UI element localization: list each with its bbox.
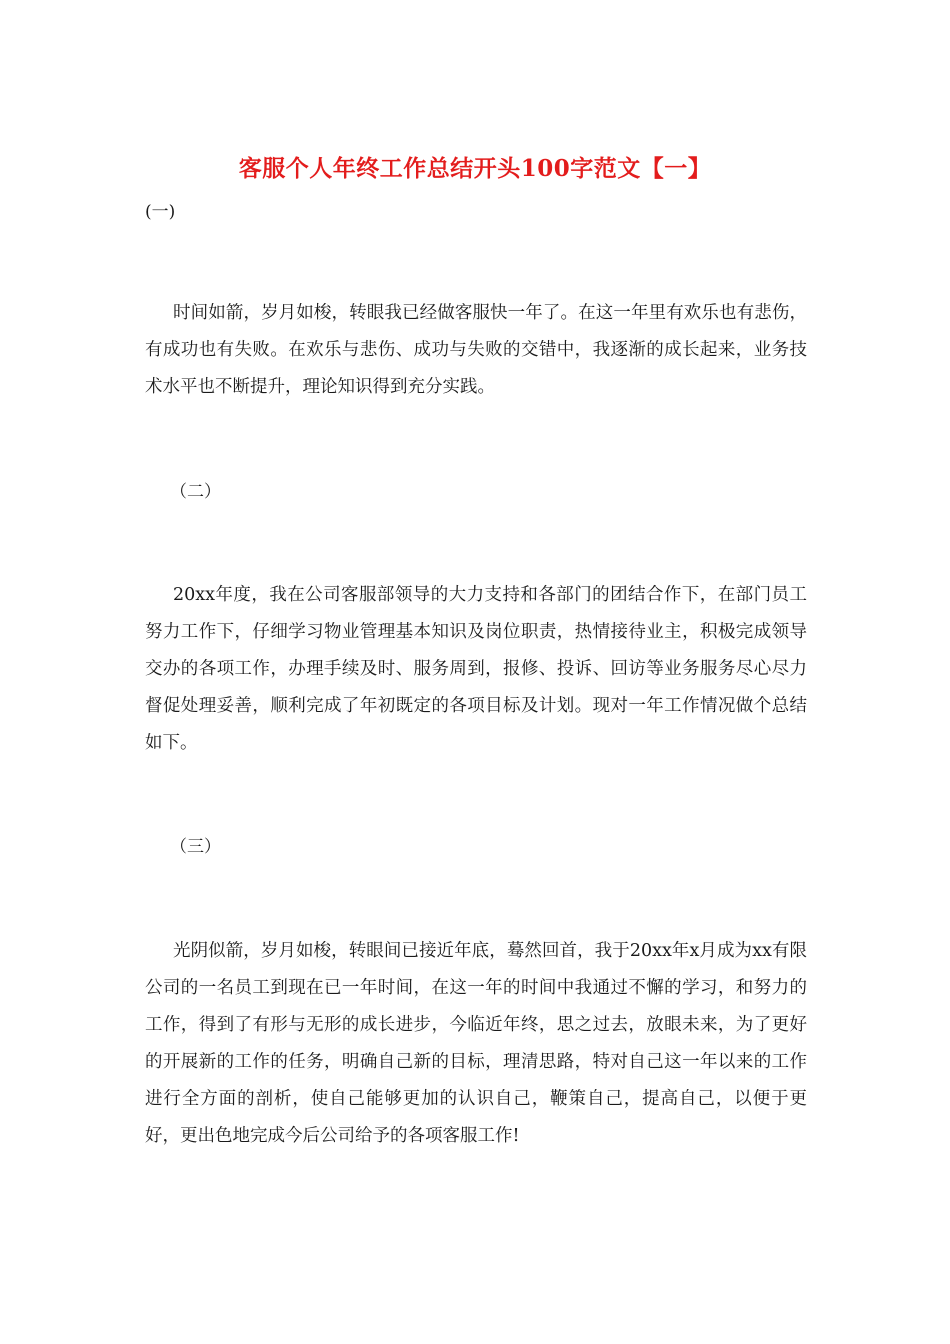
section-paragraph-1: 时间如箭，岁月如梭，转眼我已经做客服快一年了。在这一年里有欢乐也有悲伤，有成功也有失败。在欢乐与悲伤、成功与失败的交错中，我逐渐的成长起来，业务技术水平也不断提升，理论知识得到充分实践。 — [145, 303, 807, 397]
section-paragraph-2: 20xx年度，我在公司客服部领导的大力支持和各部门的团结合作下，在部门员工努力工作下，仔细学习物业管理基本知识及岗位职责，热情接待业主，积极完成领导交办的各项工作，办理手续及时、服务周到，报修、投诉、回访等业务服务尽心尽力督促处理妥善，顺利完成了年初既定的各项目标及计划。现对一年工作情况做个总结如下。 — [145, 585, 807, 753]
document-title: 客服个人年终工作总结开头100字范文【一】 — [238, 155, 712, 182]
section-marker-3: （三） — [170, 837, 221, 857]
section-marker-2: （二） — [170, 482, 221, 502]
section-marker-1: (一) — [145, 202, 176, 222]
section-paragraph-3: 光阴似箭，岁月如梭，转眼间已接近年底，蓦然回首，我于20xx年x月成为xx有限公司的一名员工到现在已一年时间，在这一年的时间中我通过不懈的学习，和努力的工作，得到了有形与无形的成长进步，今临近年终，思之过去，放眼未来，为了更好的开展新的工作的任务，明确自己新的目标，理清思路，特对自己这一年以来的工作进行全方面的剖析，使自己能够更加的认识自己，鞭策自己，提高自己，以便于更好，更出色地完成今后公司给予的各项客服工作! — [145, 941, 807, 1146]
